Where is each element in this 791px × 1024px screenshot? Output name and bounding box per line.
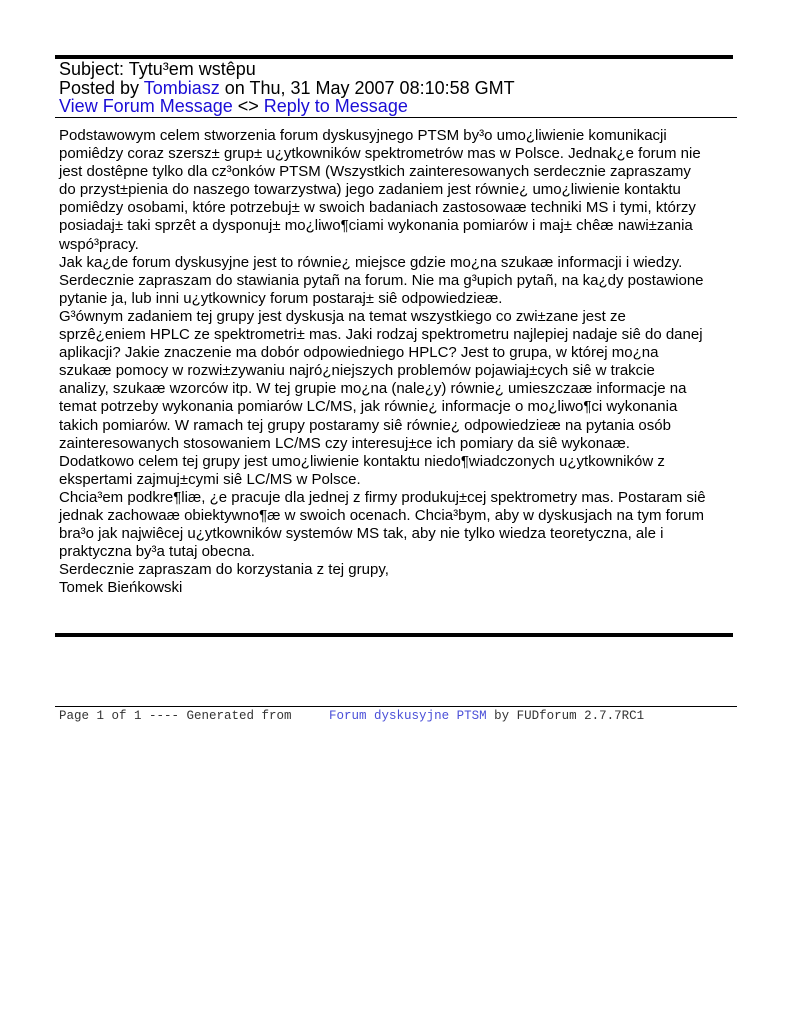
reply-to-message-link[interactable]: Reply to Message	[263, 96, 408, 116]
body-line: analizy, szukaæ wzorców itp. W tej grupie mo¿na (nale¿y) równie¿ umieszczaæ informacje na	[59, 380, 687, 398]
body-line: pomiêdzy coraz szersz± grup± u¿ytkowników spektrometrów mas w Polsce. Jednak¿e forum nie	[59, 145, 701, 163]
header-divider	[55, 117, 737, 118]
body-line: zainteresowanych stosowaniem LC/MS czy interesuj±ce ich pomiary da siê wykonaæ.	[59, 434, 630, 452]
action-separator: <>	[232, 96, 264, 116]
body-line: pytanie ja, lub inni u¿ytkownicy forum postaraj± siê odpowiedzieæ.	[59, 289, 503, 307]
page-footer	[59, 709, 735, 723]
body-line: Podstawowym celem stworzenia forum dyskusyjnego PTSM by³o umo¿liwienie komunikacji	[59, 127, 667, 144]
body-line: praktyczna by³a tutaj obecna.	[59, 543, 255, 561]
bottom-rule	[55, 633, 733, 637]
footer-prefix: Page 1 of 1 ---- Generated from	[59, 709, 330, 723]
body-line: takich pomiarów. W ramach tej grupy postaramy siê równie¿ odpowiedzieæ na pytania osób	[59, 416, 671, 434]
body-line: sprzê¿eniem HPLC ze spektrometri± mas. Jaki rodzaj spektrometru najlepiej nadaje siê do danej	[59, 326, 703, 344]
body-line: szukaæ pomocy w rozwi±zywaniu najró¿niejszych problemów pojawiaj±cych siê w trakcie	[59, 362, 655, 380]
body-line: Tomek Bieńkowski	[59, 579, 183, 597]
posted-date: on Thu, 31 May 2007 08:10:58 GMT	[219, 77, 515, 98]
body-line: G³ównym zadaniem tej grupy jest dyskusja na temat wszystkiego co zwi±zane jest ze	[59, 307, 626, 325]
posted-by-line	[59, 79, 731, 98]
body-line: Serdecznie zapraszam do korzystania z tej grupy,	[59, 561, 389, 579]
body-line: jest dostêpne tylko dla cz³onków PTSM (Wszystkich zainteresowanych serdecznie zapraszamy	[59, 163, 691, 181]
body-line: Serdecznie zapraszam do stawiania pytañ na forum. Nie ma g³upich pytañ, na ka¿dy postawione	[59, 271, 704, 289]
body-line: wspó³pracy.	[59, 235, 139, 253]
body-line: do przyst±pienia do naszego towarzystwa) jego zadaniem jest równie¿ umo¿liwienie kontaktu	[59, 181, 681, 199]
message-actions	[59, 97, 731, 116]
subject-line	[59, 60, 731, 79]
message-header	[59, 60, 731, 116]
forum-link[interactable]: Forum dyskusyjne PTSM	[329, 709, 487, 723]
footer-suffix: by FUDforum 2.7.7RC1	[486, 709, 645, 723]
body-line: Chcia³em podkre¶liæ, ¿e pracuje dla jednej z firmy produkuj±cej spektrometry mas. Postaram siê	[59, 488, 706, 506]
body-line: Jak ka¿de forum dyskusyjne jest to równie¿ miejsce gdzie mo¿na szukaæ informacji i wiedzy.	[59, 253, 683, 271]
body-line: temat potrzeby wykonania pomiarów LC/MS, jak równie¿ informacje o mo¿liwo¶ci wykonania	[59, 398, 678, 416]
body-line: jednak zachowaæ obiektywno¶æ w swoich ocenach. Chcia³bym, aby w dyskusjach na tym forum	[59, 506, 705, 524]
subject-label: Subject:	[59, 59, 129, 79]
subject-text: Tytu³em wstêpu	[128, 59, 256, 79]
author-link[interactable]: Tombiasz	[143, 77, 220, 98]
body-line: bra³o jak najwiêcej u¿ytkowników systemów MS tak, aby nie tylko wiedza teoretyczna, ale i	[59, 525, 664, 543]
view-forum-message-link[interactable]: View Forum Message	[59, 96, 233, 116]
body-line: pomiêdzy osobami, które potrzebuj± w swoich badaniach zastosowaæ techniki MS i tymi, którzy	[59, 199, 696, 217]
body-line: posiadaj± taki sprzêt a dysponuj± mo¿liwo¶ciami wykonania pomiarów i maj± chêæ nawi±zania	[59, 217, 693, 235]
body-line: ekspertami zajmuj±cymi siê LC/MS w Polsce.	[59, 470, 361, 488]
posted-by-label: Posted by	[59, 77, 144, 98]
body-line: aplikacji? Jakie znaczenie ma dobór odpowiedniego HPLC? Jest to grupa, w której mo¿na	[59, 344, 659, 362]
message-body	[59, 127, 735, 597]
footer-divider	[55, 706, 737, 707]
body-line: Dodatkowo celem tej grupy jest umo¿liwienie kontaktu niedo¶wiadczonych u¿ytkowników z	[59, 452, 665, 470]
